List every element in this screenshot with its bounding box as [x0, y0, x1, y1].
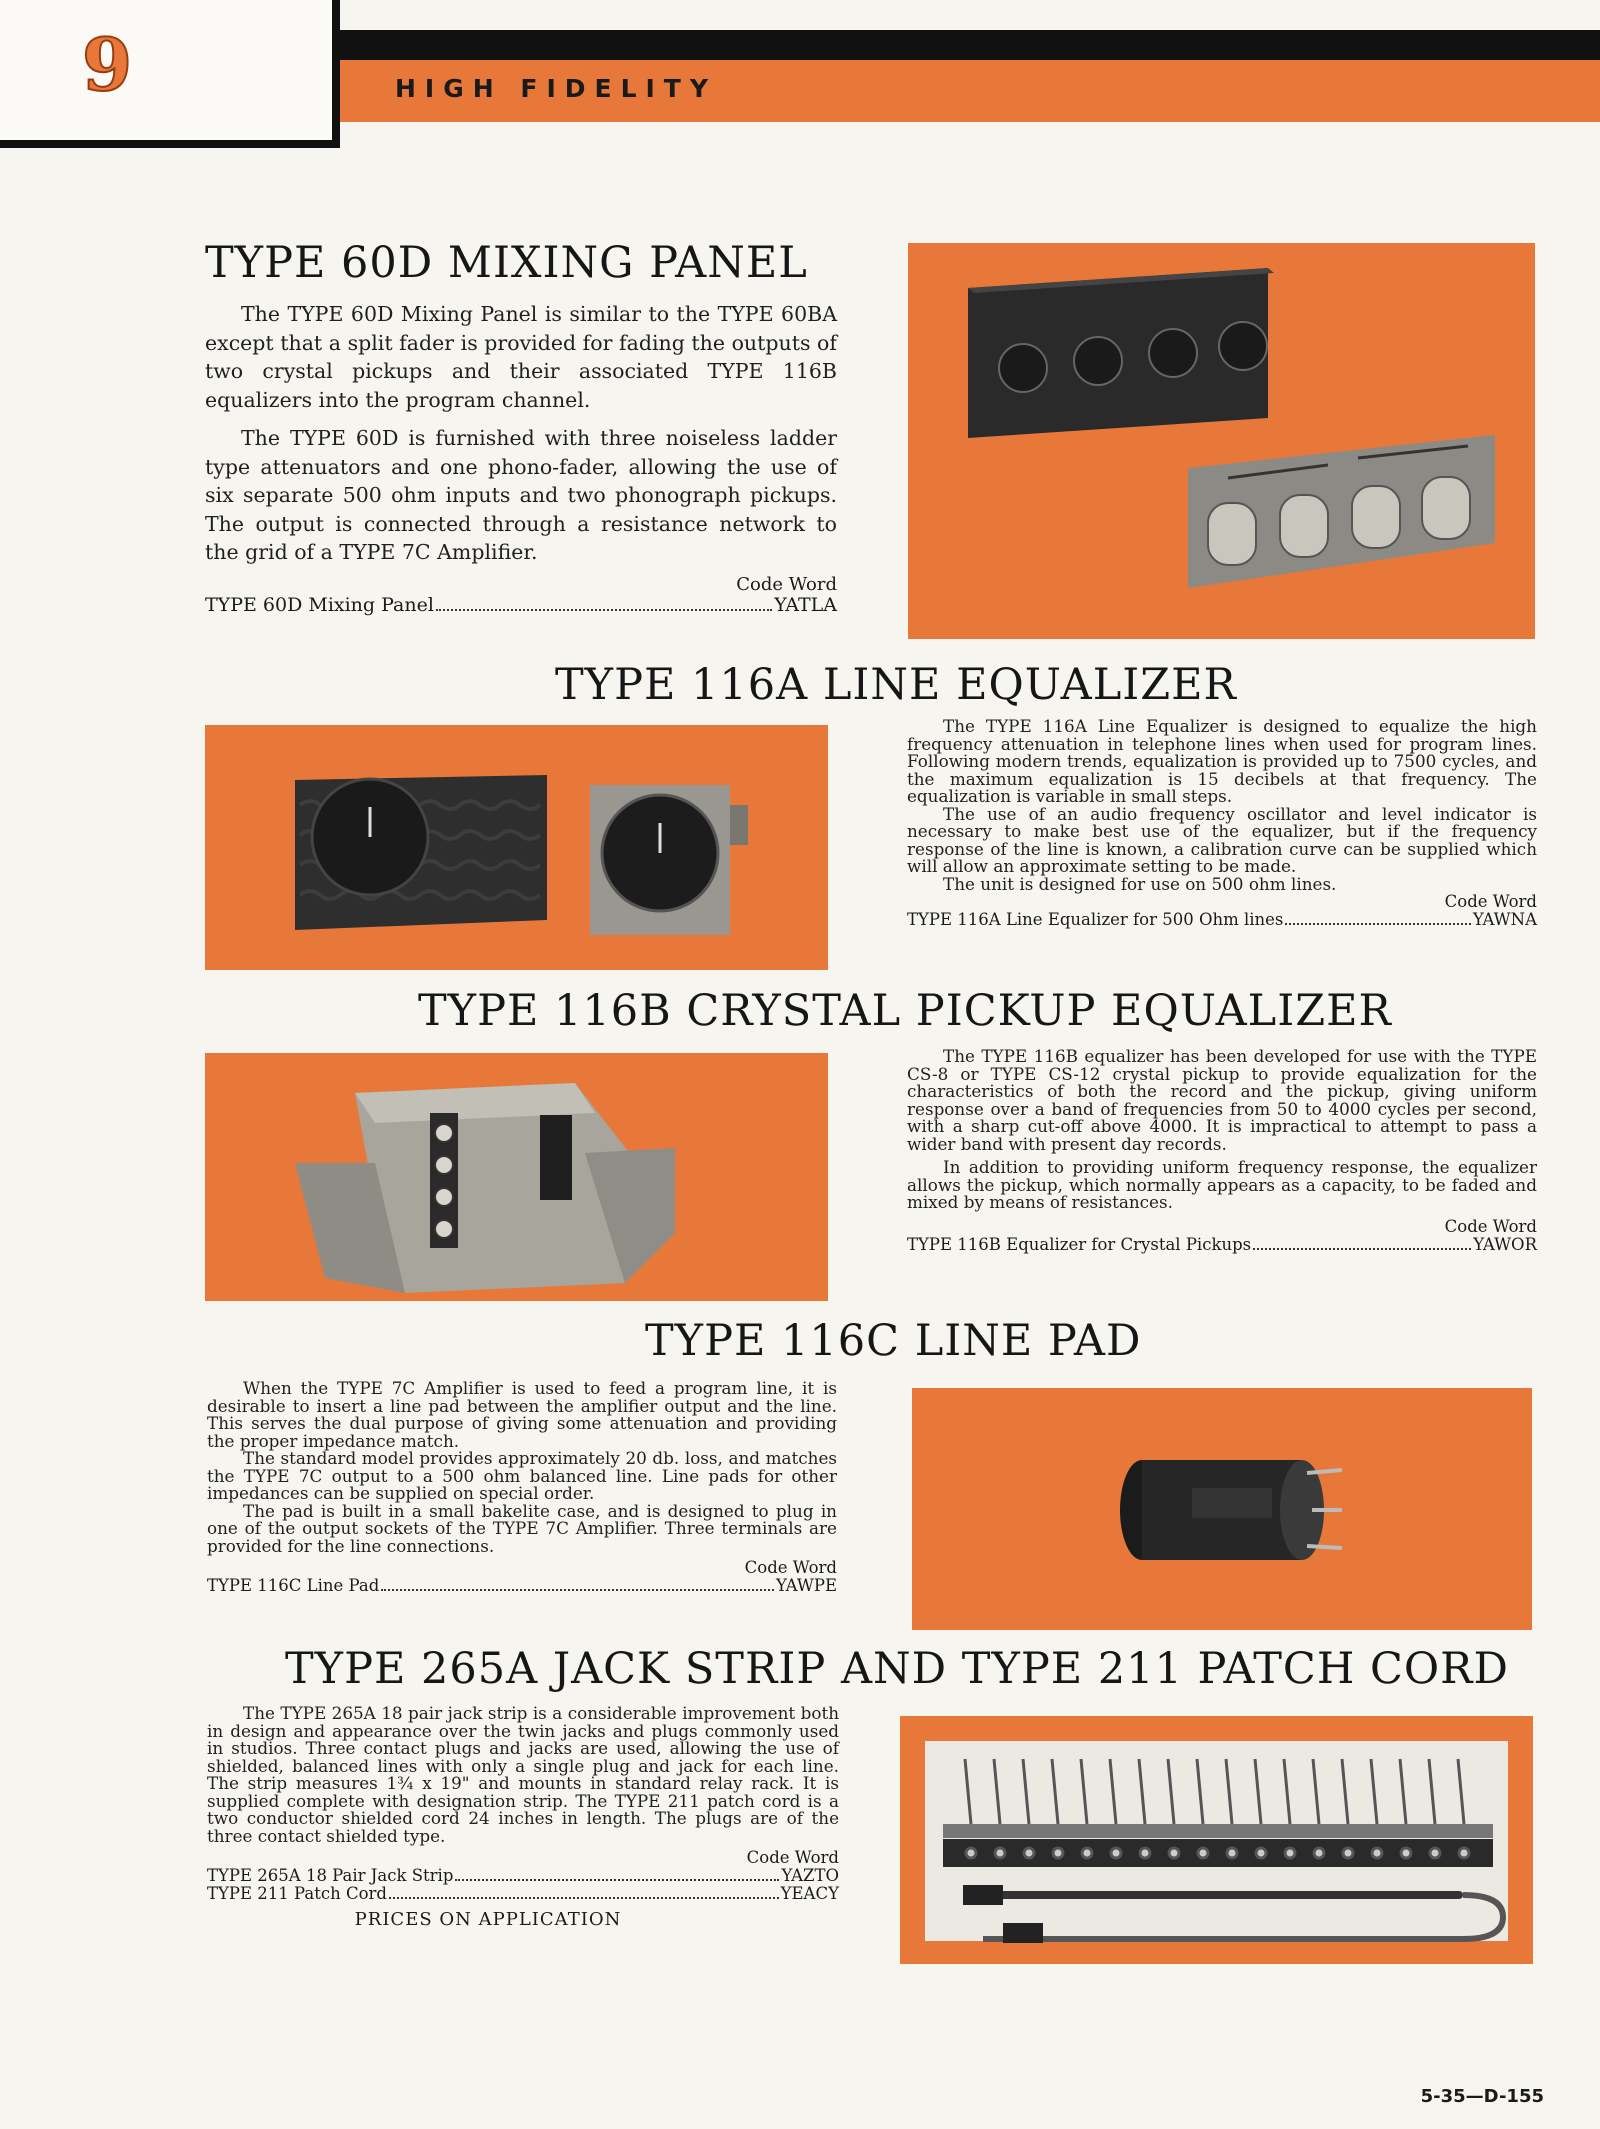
page-number: 9 — [81, 22, 133, 107]
page-tab — [0, 0, 340, 148]
section-body-116c — [207, 1380, 837, 1595]
order-line — [907, 911, 1537, 929]
jack-socket — [1314, 1848, 1324, 1858]
catalog-code: 5-35—D-155 — [1420, 2086, 1544, 2107]
order-line — [205, 595, 837, 616]
order-code: YAWOR — [1473, 1234, 1537, 1254]
order-line — [907, 1236, 1537, 1254]
jack-socket — [1459, 1848, 1469, 1858]
section-title: HIGH FIDELITY — [395, 74, 717, 103]
jack-socket — [1111, 1848, 1121, 1858]
photo-jack-strip — [900, 1716, 1533, 1964]
order-item: TYPE 116C Line Pad — [207, 1576, 380, 1595]
code-word-label: Code Word — [1444, 1216, 1537, 1236]
jack-socket — [966, 1848, 976, 1858]
leader-dots — [389, 1897, 779, 1899]
section-title-265a: TYPE 265A JACK STRIP AND TYPE 211 PATCH CORD — [285, 1644, 1510, 1694]
order-item: TYPE 116B Equalizer for Crystal Pickups — [907, 1234, 1252, 1254]
section-title-116a: TYPE 116A LINE EQUALIZER — [555, 660, 1237, 710]
paragraph: The use of an audio frequency oscillator and level indicator is necessary to make best use of the equalizer, but if the frequency response of the line is known, a calibration curve can be supplied which will allow an approximate setting to be made. — [907, 803, 1537, 876]
order-line — [207, 1577, 837, 1595]
leader-dots — [436, 609, 772, 611]
order-code: YAWPE — [776, 1576, 837, 1595]
paragraph: The TYPE 265A 18 pair jack strip is a considerable improvement both in design and appearance over the twin jacks and plugs commonly used in studios. Three contact plugs and jacks are used, allowing the use of shielded, balanced lines with only a single plug and jack for each line. The strip measures 1¾ x 19" and mounts in standard relay rack. It is supplied complete with designation strip. The TYPE 211 patch cord is a two conductor shielded cord 24 inches in length. The plugs are of the three contact shielded type. — [207, 1703, 839, 1846]
section-title-116b: TYPE 116B CRYSTAL PICKUP EQUALIZER — [418, 986, 1392, 1036]
jack-socket — [1285, 1848, 1295, 1858]
leader-dots — [455, 1879, 779, 1881]
code-word-label: Code Word — [1444, 892, 1537, 911]
code-word-label: Code Word — [746, 1848, 839, 1867]
section-title-116c: TYPE 116C LINE PAD — [645, 1316, 1142, 1366]
order-code: YEACY — [780, 1884, 839, 1903]
section-body-116a — [907, 718, 1537, 929]
paragraph: When the TYPE 7C Amplifier is used to feed a program line, it is desirable to insert a line pad between the amplifier output and the line. This serves the dual purpose of giving some attenuation and providing the proper impedance match. — [207, 1378, 837, 1451]
jack-socket — [1430, 1848, 1440, 1858]
photo-line-equalizer — [205, 725, 828, 970]
order-item: TYPE 60D Mixing Panel — [205, 593, 434, 616]
jack-socket — [1343, 1848, 1353, 1858]
section-body-60d — [205, 300, 837, 616]
jack-socket — [1401, 1848, 1411, 1858]
order-item: TYPE 211 Patch Cord — [207, 1884, 387, 1903]
jack-socket — [1256, 1848, 1266, 1858]
jack-socket — [1227, 1848, 1237, 1858]
prices-note: PRICES ON APPLICATION — [354, 1909, 622, 1930]
code-word-label: Code Word — [744, 1558, 837, 1577]
jack-socket — [1198, 1848, 1208, 1858]
section-body-116b — [907, 1048, 1537, 1254]
paragraph: In addition to providing uniform frequency response, the equalizer allows the pickup, which normally appears as a capacity, to be faded and mixed by means of resistances. — [907, 1157, 1537, 1212]
order-line — [207, 1867, 839, 1885]
paragraph: The TYPE 116B equalizer has been developed for use with the TYPE CS-8 or TYPE CS-12 crystal pickup to provide equalization for the characteristics of both the record and the pickup, giving uniform response over a band of frequencies from 50 to 4000 cycles per second, with a sharp cut-off above 4000. It is impractical to attempt to pass a wider band with present day records. — [907, 1046, 1537, 1154]
jack-socket — [1082, 1848, 1092, 1858]
photo-mixing-panel — [908, 243, 1535, 639]
paragraph: The standard model provides approximately 20 db. loss, and matches the TYPE 7C output to a 500 ohm balanced line. Line pads for other impedances can be supplied on special order. — [207, 1448, 837, 1503]
leader-dots — [1285, 923, 1470, 925]
order-item: TYPE 116A Line Equalizer for 500 Ohm lines — [907, 910, 1284, 929]
photo-crystal-pickup-equalizer — [205, 1053, 828, 1301]
jack-socket — [1169, 1848, 1179, 1858]
section-body-265a — [207, 1705, 839, 1930]
jack-socket — [995, 1848, 1005, 1858]
paragraph: The TYPE 116A Line Equalizer is designed to equalize the high frequency attenuation in telephone lines when used for program lines. Following modern trends, equalization is provided up to 7500 cycles, and the maximum equalization is 15 decibels at that frequency. The equalization is variable in small steps. — [907, 716, 1537, 806]
paragraph: The TYPE 60D is furnished with three noiseless ladder type attenuators and one phono-fader, allowing the use of six separate 500 ohm inputs and two phonograph pickups. The output is connected through a resistance network to the grid of a TYPE 7C Amplifier. — [205, 426, 837, 564]
code-word-label: Code Word — [736, 573, 837, 595]
order-line — [207, 1885, 839, 1903]
header-black-bar — [340, 30, 1600, 60]
jack-socket — [1372, 1848, 1382, 1858]
jack-socket — [1140, 1848, 1150, 1858]
leader-dots — [1253, 1248, 1471, 1250]
photo-line-pad — [912, 1388, 1532, 1630]
section-title-60d: TYPE 60D MIXING PANEL — [205, 238, 808, 288]
leader-dots — [381, 1589, 774, 1591]
jack-socket — [1024, 1848, 1034, 1858]
order-code: YATLA — [774, 593, 837, 616]
paragraph: The unit is designed for use on 500 ohm lines. — [943, 873, 1337, 894]
paragraph: The pad is built in a small bakelite case, and is designed to plug in one of the output sockets of the TYPE 7C Amplifier. Three terminals are provided for the line connections. — [207, 1500, 837, 1556]
order-item: TYPE 265A 18 Pair Jack Strip — [207, 1866, 454, 1885]
paragraph: The TYPE 60D Mixing Panel is similar to the TYPE 60BA except that a split fader is provided for fading the outputs of two crystal pickups and their associated TYPE 116B equalizers into the program channel. — [205, 302, 837, 412]
order-code: YAWNA — [1472, 910, 1537, 929]
jack-socket — [1053, 1848, 1063, 1858]
order-code: YAZTO — [781, 1866, 839, 1885]
